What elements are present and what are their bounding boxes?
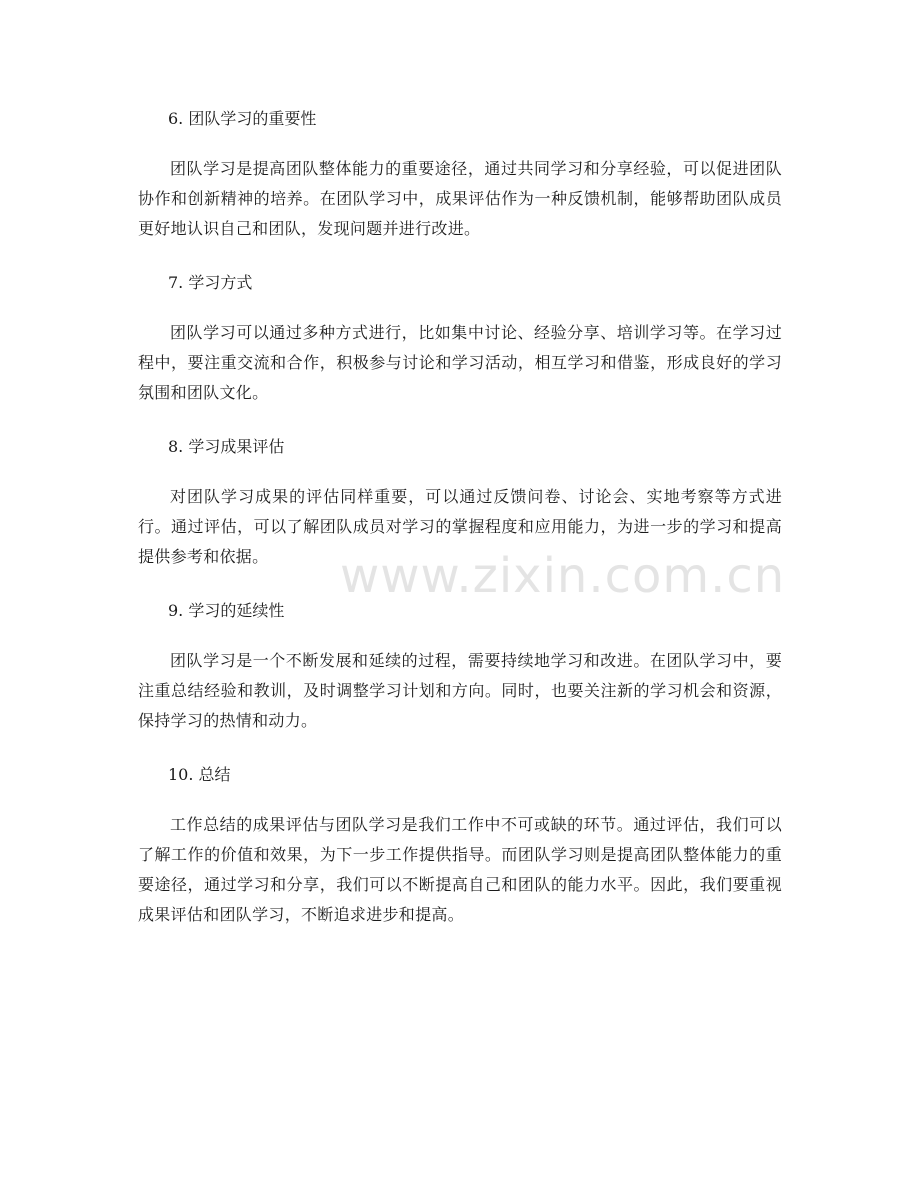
watermark: www.zixin.com.cn [340,548,786,604]
document-content [138,104,782,954]
section-heading: 7. 学习方式 [168,273,253,292]
section-heading: 10. 总结 [168,765,231,784]
section-heading: 8. 学习成果评估 [168,437,285,456]
section-paragraph: 团队学习可以通过多种方式进行，比如集中讨论、经验分享、培训学习等。在学习过程中，要注重交流和合作，积极参与讨论和学习活动，相互学习和借鉴，形成良好的学习氛围和团队文化。 [138,323,782,402]
section-heading: 6. 团队学习的重要性 [168,109,317,128]
section-paragraph: 团队学习是一个不断发展和延续的过程，需要持续地学习和改进。在团队学习中，要注重总结经验和教训，及时调整学习计划和方向。同时，也要关注新的学习机会和资源，保持学习的热情和动力。 [138,651,782,730]
section-paragraph: 团队学习是提高团队整体能力的重要途径，通过共同学习和分享经验，可以促进团队协作和创新精神的培养。在团队学习中，成果评估作为一种反馈机制，能够帮助团队成员更好地认识自己和团队，发现问题并进行改进。 [138,159,782,238]
section-paragraph: 对团队学习成果的评估同样重要，可以通过反馈问卷、讨论会、实地考察等方式进行。通过评估，可以了解团队成员对学习的掌握程度和应用能力，为进一步的学习和提高提供参考和依据。 [138,487,782,566]
section-heading: 9. 学习的延续性 [168,601,285,620]
section-paragraph: 工作总结的成果评估与团队学习是我们工作中不可或缺的环节。通过评估，我们可以了解工作的价值和效果，为下一步工作提供指导。而团队学习则是提高团队整体能力的重要途径，通过学习和分享，我们可以不断提高自己和团队的能力水平。因此，我们要重视成果评估和团队学习，不断追求进步和提高。 [138,815,782,924]
